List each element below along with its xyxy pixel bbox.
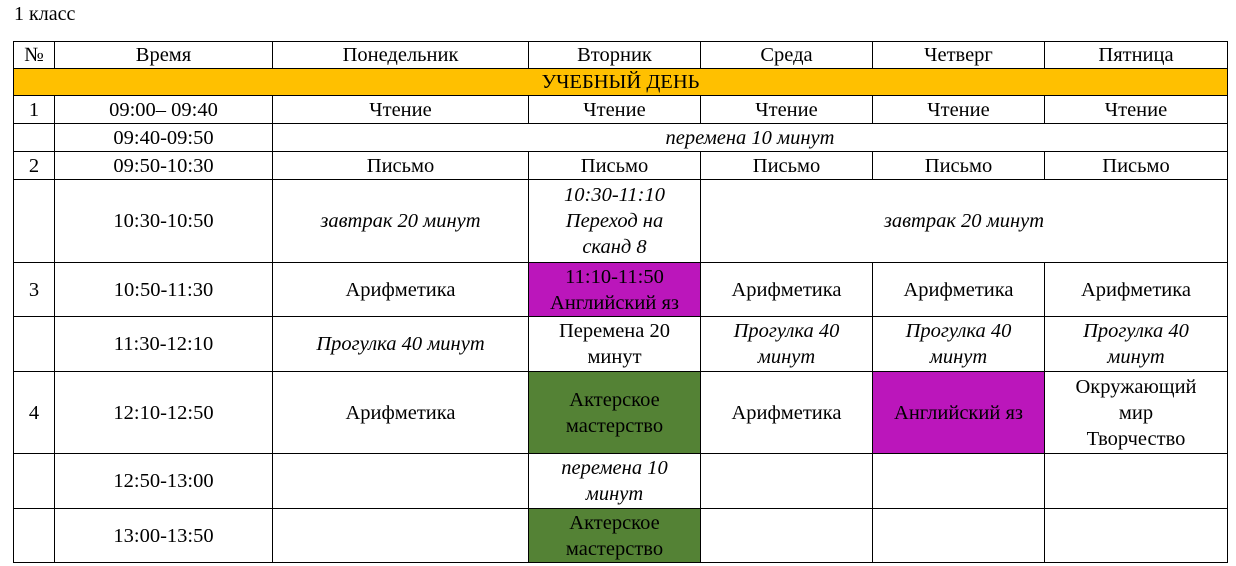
monday-cell: Чтение bbox=[273, 96, 529, 124]
break-cell: перемена 10 минут bbox=[273, 124, 1228, 152]
banner-row bbox=[14, 69, 1228, 96]
wednesday-cell: Письмо bbox=[701, 152, 873, 180]
cell-line: мастерство bbox=[565, 537, 664, 560]
lesson-time: 09:50-10:30 bbox=[55, 152, 273, 180]
cell-line: 11:10-11:50 bbox=[565, 265, 664, 288]
lesson-number bbox=[14, 509, 55, 563]
friday-cell: Арифметика bbox=[1045, 263, 1228, 317]
header-friday: Пятница bbox=[1045, 42, 1228, 69]
cell-line: Творчество bbox=[1086, 427, 1186, 450]
lesson-number: 3 bbox=[14, 263, 55, 317]
break-time: 12:50-13:00 bbox=[55, 454, 273, 509]
monday-cell bbox=[273, 454, 529, 509]
monday-cell: завтрак 20 минут bbox=[273, 180, 529, 263]
lesson-number bbox=[14, 317, 55, 372]
cell-line: минут bbox=[1107, 346, 1165, 368]
friday-cell bbox=[1045, 317, 1228, 372]
thursday-cell bbox=[873, 317, 1045, 372]
header-wednesday: Среда bbox=[701, 42, 873, 69]
monday-cell bbox=[273, 509, 529, 563]
friday-cell: Письмо bbox=[1045, 152, 1228, 180]
thursday-cell: Арифметика bbox=[873, 263, 1045, 317]
table-row bbox=[14, 372, 1228, 454]
table-row bbox=[14, 180, 1228, 263]
lesson-time: 13:00-13:50 bbox=[55, 509, 273, 563]
monday-cell: Арифметика bbox=[273, 372, 529, 454]
lesson-time: 12:10-12:50 bbox=[55, 372, 273, 454]
cell-line: Окружающий bbox=[1075, 375, 1197, 398]
thursday-cell bbox=[873, 454, 1045, 509]
cell-line: мир bbox=[1118, 401, 1154, 424]
table-row bbox=[14, 263, 1228, 317]
page-title: 1 класс bbox=[14, 3, 76, 25]
wednesday-cell bbox=[701, 509, 873, 563]
thursday-cell: Английский яз bbox=[873, 372, 1045, 454]
cell-line: Прогулка 40 bbox=[733, 320, 840, 342]
table-row bbox=[14, 124, 1228, 152]
tuesday-cell: Чтение bbox=[529, 96, 701, 124]
cell-line: Актерское bbox=[569, 388, 660, 411]
cell-line: минут bbox=[757, 346, 816, 368]
header-time: Время bbox=[55, 42, 273, 69]
thursday-cell bbox=[873, 509, 1045, 563]
tuesday-cell bbox=[529, 509, 701, 563]
cell-line: минут bbox=[585, 483, 644, 505]
wednesday-cell: Арифметика bbox=[701, 263, 873, 317]
friday-cell bbox=[1045, 454, 1228, 509]
cell-line: мастерство bbox=[565, 414, 664, 437]
break-time: 09:40-09:50 bbox=[55, 124, 273, 152]
wednesday-cell: Арифметика bbox=[701, 372, 873, 454]
lesson-number: 2 bbox=[14, 152, 55, 180]
table-row bbox=[14, 96, 1228, 124]
lesson-number bbox=[14, 454, 55, 509]
cell-line: Прогулка 40 bbox=[1083, 320, 1189, 342]
friday-cell bbox=[1045, 372, 1228, 454]
header-tuesday: Вторник bbox=[529, 42, 701, 69]
header-thursday: Четверг bbox=[873, 42, 1045, 69]
cell-line: Переход на bbox=[565, 210, 664, 232]
cell-line: Прогулка 40 bbox=[905, 320, 1012, 342]
break-time: 11:30-12:10 bbox=[55, 317, 273, 372]
header-monday: Понедельник bbox=[273, 42, 529, 69]
tuesday-cell bbox=[529, 454, 701, 509]
cell-line: 10:30-11:10 bbox=[564, 184, 665, 206]
school-day-banner: УЧЕБНЫЙ ДЕНЬ bbox=[14, 69, 1228, 96]
lesson-number: 1 bbox=[14, 96, 55, 124]
monday-cell: Арифметика bbox=[273, 263, 529, 317]
wednesday-cell bbox=[701, 454, 873, 509]
breakfast-cell: завтрак 20 минут bbox=[701, 180, 1228, 263]
wednesday-cell: Чтение bbox=[701, 96, 873, 124]
monday-cell: Прогулка 40 минут bbox=[273, 317, 529, 372]
table-row bbox=[14, 317, 1228, 372]
monday-cell: Письмо bbox=[273, 152, 529, 180]
lesson-time: 09:00– 09:40 bbox=[55, 96, 273, 124]
schedule-table bbox=[13, 41, 1228, 563]
tuesday-cell bbox=[529, 372, 701, 454]
header-row bbox=[14, 42, 1228, 69]
tuesday-cell: Письмо bbox=[529, 152, 701, 180]
thursday-cell: Чтение bbox=[873, 96, 1045, 124]
table-row bbox=[14, 152, 1228, 180]
tuesday-cell bbox=[529, 317, 701, 372]
thursday-cell: Письмо bbox=[873, 152, 1045, 180]
cell-line: минут bbox=[587, 346, 642, 368]
cell-line: Перемена 20 bbox=[558, 320, 671, 342]
friday-cell bbox=[1045, 509, 1228, 563]
friday-cell: Чтение bbox=[1045, 96, 1228, 124]
cell-line: Английский яз bbox=[550, 291, 679, 314]
cell-line: Актерское bbox=[569, 511, 660, 534]
tuesday-cell bbox=[529, 180, 701, 263]
cell-line: перемена 10 bbox=[561, 457, 668, 479]
lesson-number: 4 bbox=[14, 372, 55, 454]
break-time: 10:30-10:50 bbox=[55, 180, 273, 263]
tuesday-cell bbox=[529, 263, 701, 317]
wednesday-cell bbox=[701, 317, 873, 372]
lesson-number bbox=[14, 124, 55, 152]
header-num: № bbox=[14, 42, 55, 69]
lesson-number bbox=[14, 180, 55, 263]
lesson-time: 10:50-11:30 bbox=[55, 263, 273, 317]
table-row bbox=[14, 509, 1228, 563]
cell-line: сканд 8 bbox=[582, 236, 647, 258]
cell-line: минут bbox=[929, 346, 988, 368]
table-row bbox=[14, 454, 1228, 509]
